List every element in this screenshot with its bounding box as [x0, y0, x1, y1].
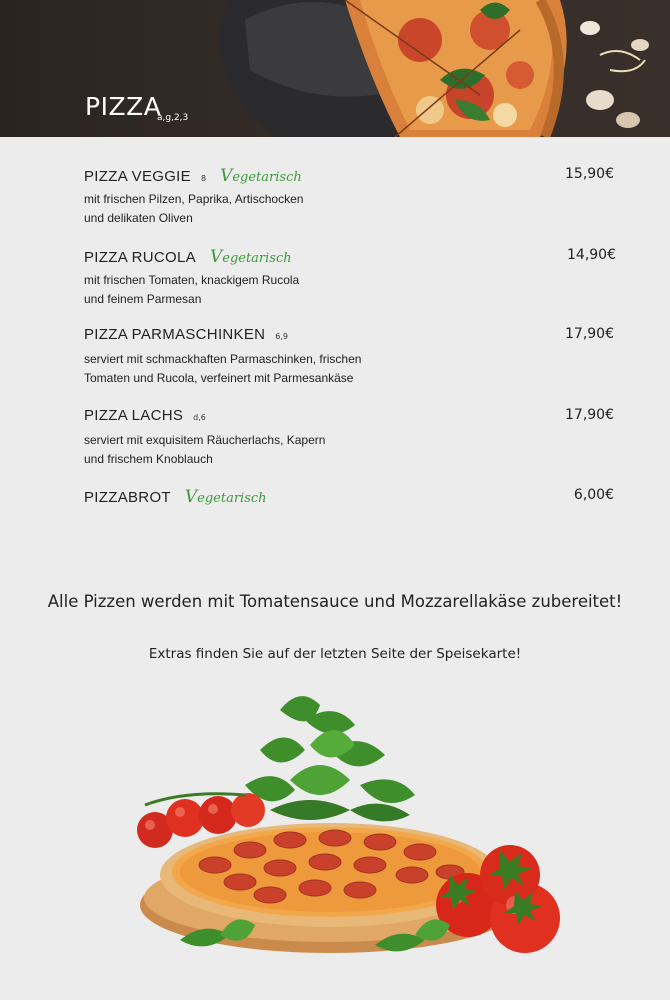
item-description-line: und delikaten Oliven: [84, 211, 193, 225]
page-title: PIZZA: [85, 92, 162, 121]
item-name: PIZZABROT: [84, 489, 171, 506]
rucola-bunch: [245, 696, 415, 821]
item-name: PIZZA PARMASCHINKEN: [84, 326, 266, 343]
pizza-illustration: [130, 690, 570, 970]
menu-item-pizzabrot: [84, 487, 624, 509]
item-price: 14,90€: [567, 247, 616, 263]
vegetarian-badge: Vegetarisch: [184, 487, 267, 507]
item-price: 17,90€: [565, 407, 614, 423]
item-description-line: und feinem Parmesan: [84, 292, 202, 306]
header-allergen-codes: a,g,2,3: [157, 113, 189, 123]
item-price: 15,90€: [565, 166, 614, 182]
item-name: PIZZA VEGGIE: [84, 168, 191, 185]
item-name: PIZZA LACHS: [84, 407, 184, 424]
menu-item-parmaschinken: [84, 326, 624, 388]
item-description-line: serviert mit exquisitem Räucherlachs, Kapern: [84, 433, 326, 447]
item-description-line: Tomaten und Rucola, verfeinert mit Parmesankäse: [84, 371, 354, 385]
menu-item-rucola: [84, 247, 624, 309]
item-name: PIZZA RUCOLA: [84, 249, 196, 266]
item-description: [84, 271, 624, 309]
header-banner: [0, 0, 670, 137]
menu-item-lachs: [84, 407, 624, 469]
item-description-line: und frischem Knoblauch: [84, 452, 213, 466]
vegetarian-badge: Vegetarisch: [209, 247, 292, 267]
preparation-note: Alle Pizzen werden mit Tomatensauce und Mozzarellakäse zubereitet!: [47, 592, 623, 611]
item-description-line: serviert mit schmackhaften Parmaschinken, frischen: [84, 352, 362, 366]
extras-note: Extras finden Sie auf der letzten Seite der Speisekarte!: [148, 646, 522, 662]
item-description: [84, 350, 624, 388]
item-price: 17,90€: [565, 326, 614, 342]
item-description: [84, 431, 624, 469]
item-description-line: mit frischen Pilzen, Paprika, Artischocken: [84, 192, 304, 206]
item-price: 6,00€: [573, 487, 614, 503]
item-description: [84, 190, 624, 228]
item-description-line: mit frischen Tomaten, knackigem Rucola: [84, 273, 300, 287]
vegetarian-badge: Vegetarisch: [220, 166, 302, 186]
item-allergens: d,6: [193, 413, 206, 422]
menu-item-veggie: [84, 166, 624, 228]
item-allergens: 6,9: [275, 332, 289, 341]
item-allergens: 8: [200, 174, 207, 183]
